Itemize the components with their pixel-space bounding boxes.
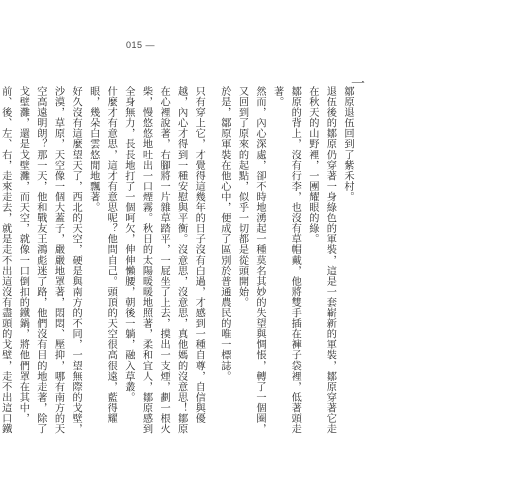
paragraph: 退伍後的鄒原仍穿著一身綠色的軍裝，這是一套嶄新的軍裝，鄒原穿著它走在秋天的山野裡，一團耀眼的綠。 [306, 86, 336, 435]
paragraph: 好久沒有這麼望天了，西北的天空，硬是與南方的不同，一望無際的戈壁，沙漠，草原，天空像一個大蓋子，嚴嚴地罩著，悶悶、壓抑，哪有南方的天空高遠明朗？那一天，他和戰友王鴻彪迷了路，他們沒有目的地走著，除了戈壁灘，還是戈壁灘，而天空，就像一口倒扣的鐵鍋，將他們罩在其中，前、後、左、右，走來走去，就是走不出這沒有盡頭的戈壁，走不出這口鐵 [0, 86, 82, 435]
paragraph: 只有穿上它，才覺得這幾年的日子沒有白過，才感到一種自尊，自信與優越，內心才得到一種安慰與平衡。沒意思，沒意思，真他媽的沒意思！鄒原在心裡說著，右腳將一片雜草踏平，一屁坐了上去，摸出一支煙，劃一根火柴，慢悠悠地吐出一口煙霧。秋日的太陽暖暖地照著，柔和宜人，鄒原感到全身無力，長長地打了一個呵欠，伸伸懶腰，朝後一躺，融入草叢。 [122, 86, 205, 435]
paragraph: 於是，鄒原軍裝在他心中，便成了區別於普通農民的唯一標誌。 [218, 86, 230, 382]
paragraph: 鄒原的背上，沒有行李，也沒有草帽戴，他將雙手插在褲子袋裡，低著頭走著。 [271, 86, 301, 435]
body-text [0, 86, 356, 436]
chapter-number: 一 [349, 76, 365, 90]
paragraph: 什麼才有意思，這才有意思呢？他問自己。頭頂的天空很高很遠，藍得耀眼，幾朵白雲悠閒地飄著。 [87, 86, 117, 424]
page-number: 015 — [126, 40, 156, 50]
paragraph: 然而，內心深處，卻不時地湧起一種莫名其妙的失望與惆悵，轉了一個圈，又回到了原來的起點，似乎一切都是從頭開始。 [236, 86, 266, 435]
paragraph: 鄒原退伍回到了紫禾村。 [342, 86, 353, 203]
